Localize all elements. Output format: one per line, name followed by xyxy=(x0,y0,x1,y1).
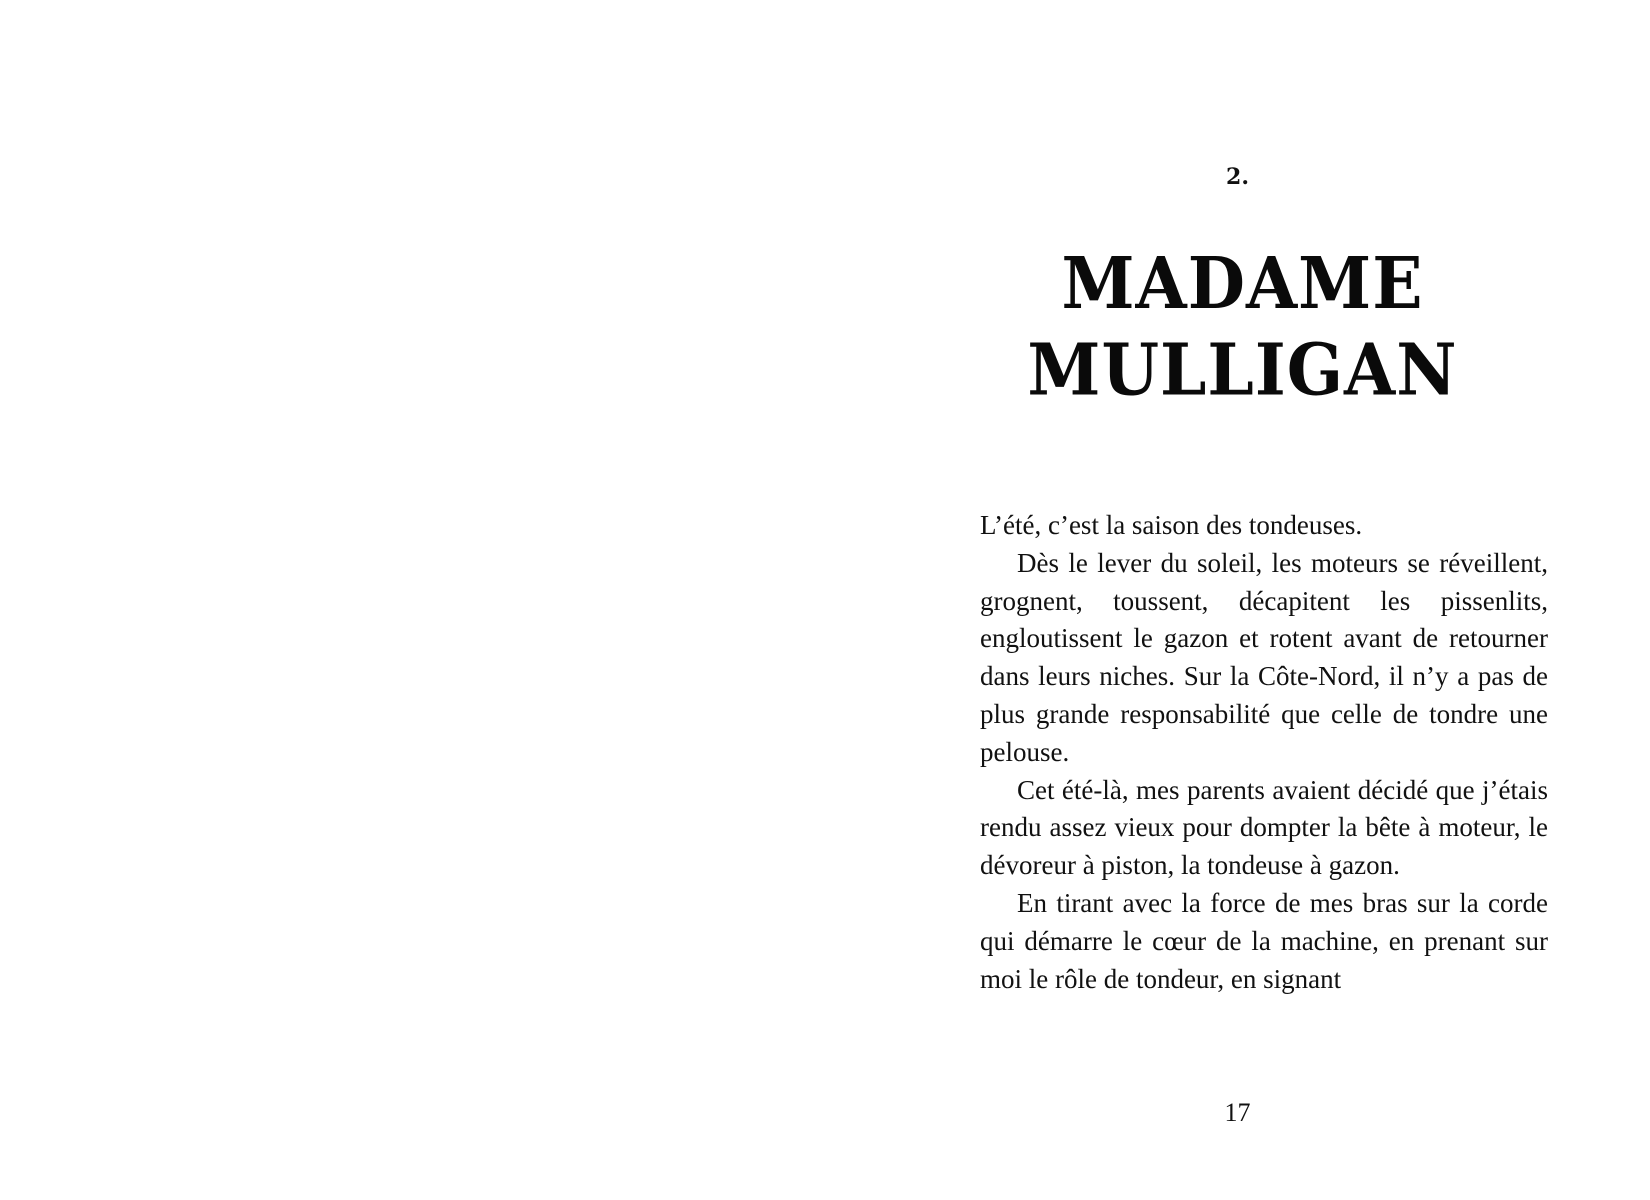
right-page xyxy=(825,0,1650,1200)
paragraph-2: Dès le lever du soleil, les moteurs se réveillent, grognent, toussent, décapitent les pissenlits, engloutissent le gazon et rotent avant de retourner dans leurs niches. Sur la Côte-Nord, il n’y a pas de plus grande responsabilité que celle de tondre une pelouse. xyxy=(980,547,1548,767)
chapter-title-line-1: MADAME xyxy=(1061,241,1424,326)
paragraph-1: L’été, c’est la saison des tondeuses. xyxy=(980,510,1363,540)
page-number: 17 xyxy=(1224,1098,1251,1127)
chapter-title-line-2: MULLIGAN xyxy=(1027,327,1458,412)
chapter-number: 2. xyxy=(1226,164,1249,190)
paragraph-3: Cet été-là, mes parents avaient décidé que j’étais rendu assez vieux pour dompter la bête à moteur, le dévoreur à piston, la tondeuse à gazon. xyxy=(980,774,1548,881)
chapter-title xyxy=(830,240,1650,413)
body-text xyxy=(980,507,1548,998)
paragraph-4: En tirant avec la force de mes bras sur la corde qui démarre le cœur de la machine, en prenant sur moi le rôle de tondeur, en signant xyxy=(980,887,1548,994)
